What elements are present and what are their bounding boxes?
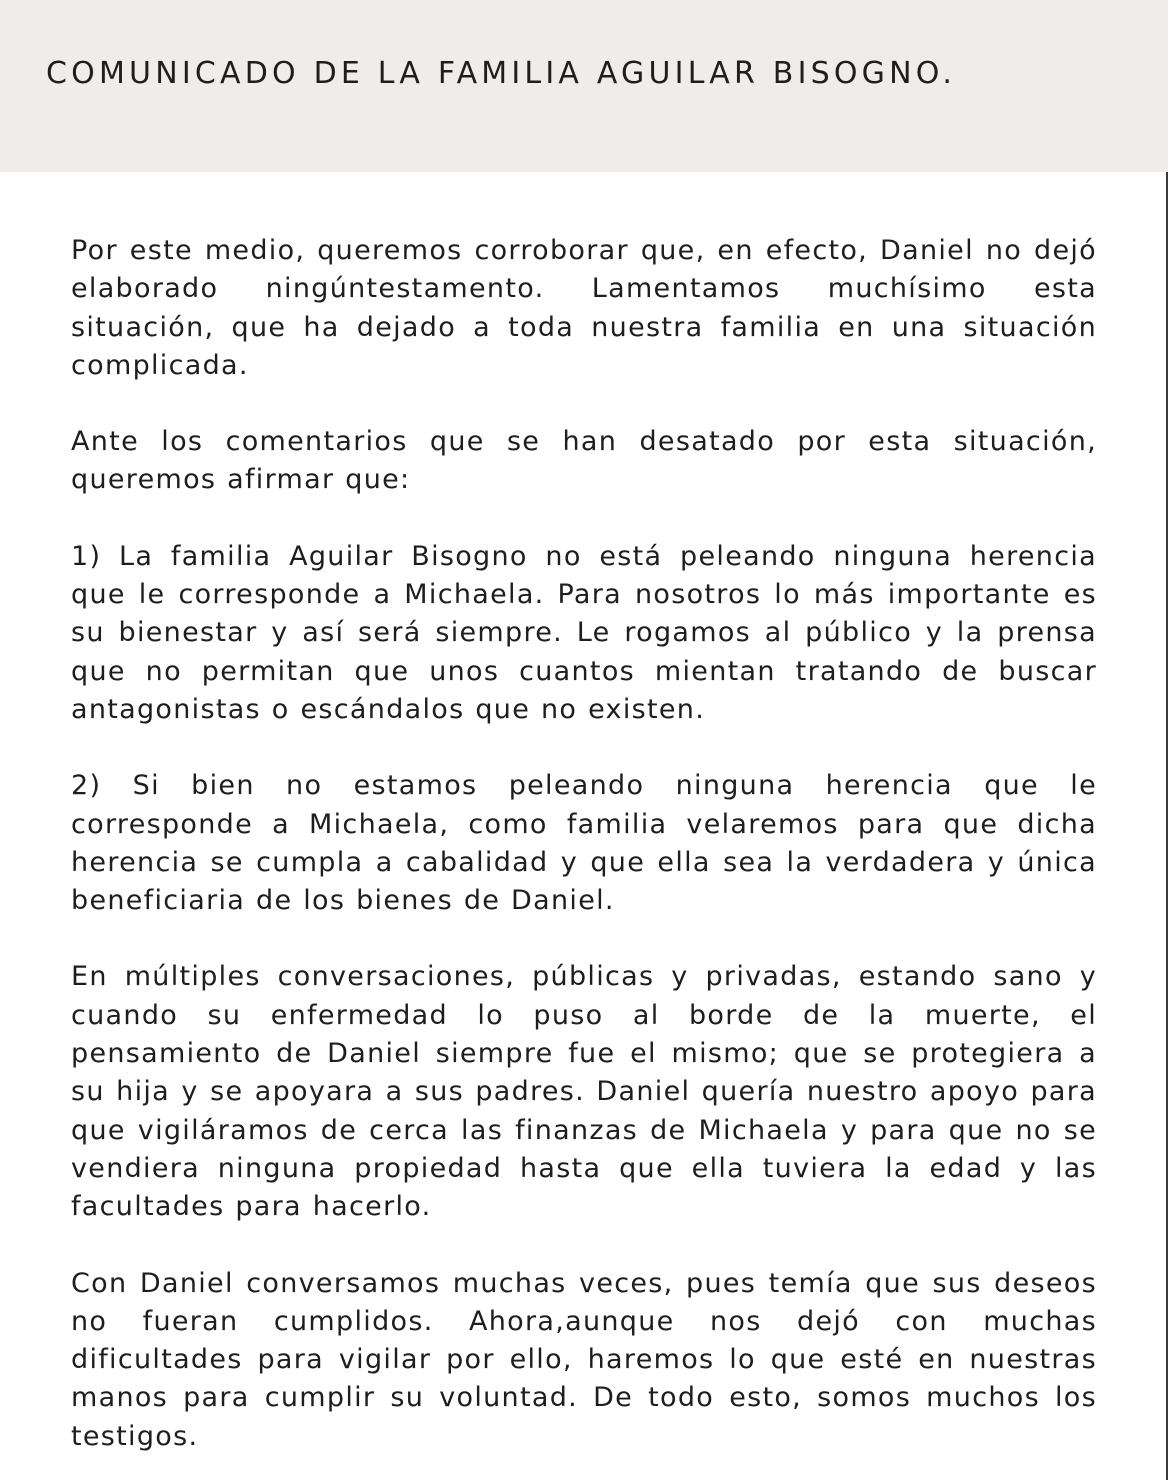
- paragraph-intro: Por este medio, queremos corroborar que, en efecto, Daniel no dejó elaborado ningúntestamento. Lamentamos muchísimo esta situación, que ha dejado a toda nuestra familia en una situación complicada.: [71, 235, 1097, 381]
- page-title: COMUNICADO DE LA FAMILIA AGUILAR BISOGNO.: [46, 56, 957, 91]
- paragraph-point-2: 2) Si bien no estamos peleando ninguna herencia que le corresponde a Michaela, como familia velaremos para que dicha herencia se cumpla a cabalidad y que ella sea la verdadera y única beneficiaria de los bienes de Daniel.: [71, 770, 1097, 917]
- paragraph-preamble: Ante los comentarios que se han desatado por esta situación, queremos afirmar que:: [71, 426, 1097, 496]
- header-band: [0, 0, 1168, 172]
- paragraph-daniel-wishes: En múltiples conversaciones, públicas y privadas, estando sano y cuando su enfermedad lo puso al borde de la muerte, el pensamiento de Daniel siempre fue el mismo; que se protegiera a su hija y se apoyara a sus padres. Daniel quería nuestro apoyo para que vigiláramos de cerca las finanzas de Michaela y para que no se vendiera ninguna propiedad hasta que ella tuviera la edad y las facultades para hacerlo.: [71, 961, 1097, 1223]
- statement-body: [71, 232, 1097, 1456]
- paragraph-point-1: 1) La familia Aguilar Bisogno no está peleando ninguna herencia que le corresponde a Michaela. Para nosotros lo más importante es su bienestar y así será siempre. Le rogamos al público y la prensa que no permitan que unos cuantos mientan tratando de buscar antagonistas o escándalos que no existen.: [71, 540, 1097, 725]
- paragraph-closing: Con Daniel conversamos muchas veces, pues temía que sus deseos no fueran cumplidos. Ahora,aunque nos dejó con muchas dificultades para vigilar por ello, haremos lo que esté en nuestras manos para cumplir su voluntad. De todo esto, somos muchos los testigos.: [71, 1267, 1097, 1452]
